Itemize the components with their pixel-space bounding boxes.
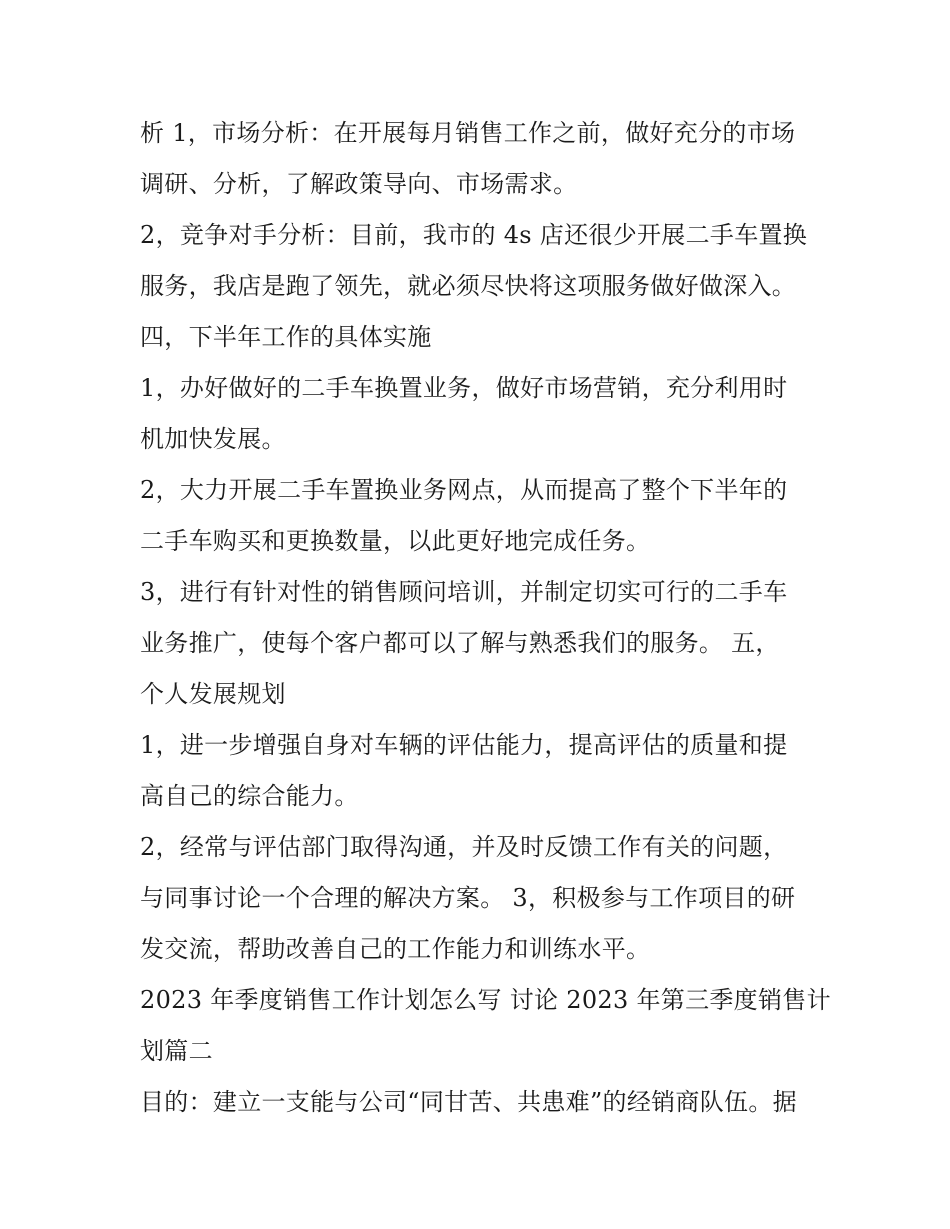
text-line: 与同事讨论一个合理的解决方案。 3，积极参与工作项目的研 [140, 884, 796, 912]
section-heading: 四，下半年工作的具体实施 [140, 323, 432, 351]
article-title-line: 划篇二 [140, 1037, 213, 1065]
text-line: 服务，我店是跑了领先，就必须尽快将这项服务做好做深入。 [140, 272, 797, 300]
text-line: 二手车购买和更换数量，以此更好地完成任务。 [140, 527, 651, 555]
document-body [140, 108, 831, 1128]
text-line: 析 1，市场分析：在开展每月销售工作之前，做好充分的市场 [140, 119, 796, 147]
section-heading: 个人发展规划 [140, 680, 286, 708]
text-line: 2，经常与评估部门取得沟通，并及时反馈工作有关的问题， [140, 833, 788, 861]
text-line: 2，大力开展二手车置换业务网点，从而提高了整个下半年的 [140, 476, 788, 504]
article-title-line: 2023 年季度销售工作计划怎么写 讨论 2023 年第三季度销售计 [140, 986, 831, 1014]
text-line: 目的：建立一支能与公司“同甘苦、共患难”的经销商队伍。据 [140, 1088, 797, 1116]
text-line: 2，竞争对手分析：目前，我市的 4s 店还很少开展二手车置换 [140, 221, 808, 249]
text-line: 1，办好做好的二手车换置业务，做好市场营销，充分利用时 [140, 374, 788, 402]
text-line: 3，进行有针对性的销售顾问培训，并制定切实可行的二手车 [140, 578, 788, 606]
text-line: 高自己的综合能力。 [140, 782, 359, 810]
text-line: 1，进一步增强自身对车辆的评估能力，提高评估的质量和提 [140, 731, 788, 759]
text-line: 业务推广，使每个客户都可以了解与熟悉我们的服务。 五， [140, 629, 780, 657]
text-line: 调研、分析，了解政策导向、市场需求。 [140, 170, 578, 198]
text-line: 发交流，帮助改善自己的工作能力和训练水平。 [140, 935, 651, 963]
text-line: 机加快发展。 [140, 425, 286, 453]
